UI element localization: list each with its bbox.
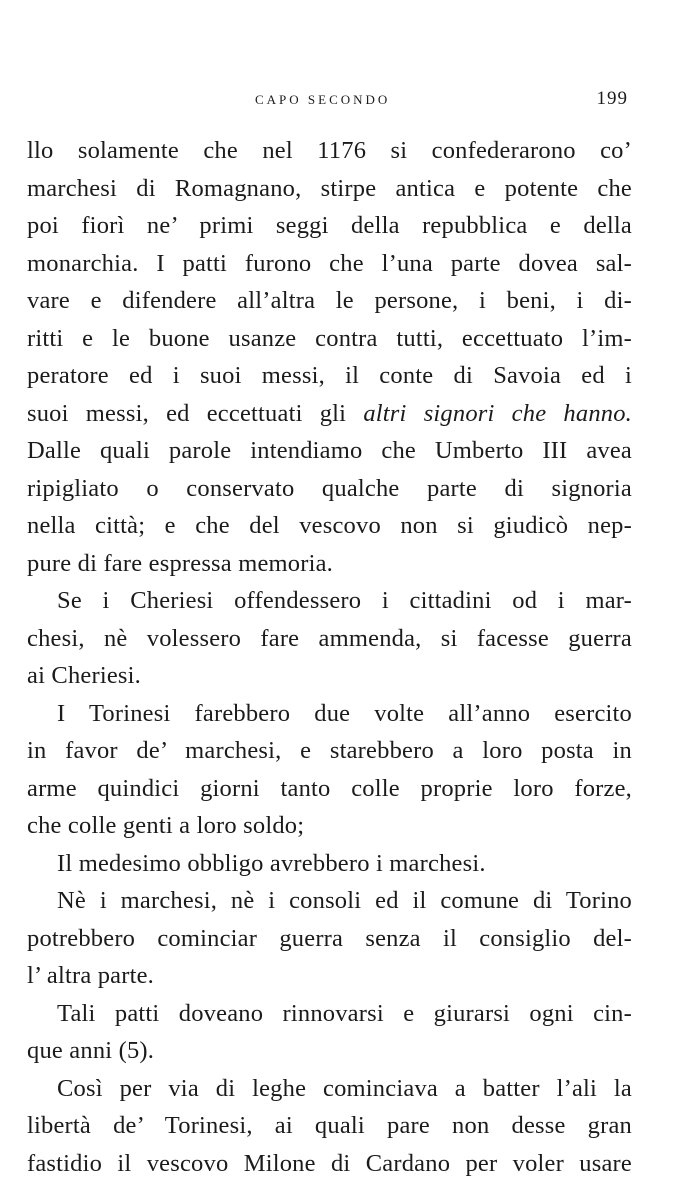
text-line-content: potrebbero cominciar guerra senza il consiglio del- xyxy=(27,925,632,952)
text-line-content: nella città; e che del vescovo non si giudicò nep- xyxy=(27,512,632,539)
text-line-content: I Torinesi farebbero due volte all’anno esercito xyxy=(57,700,632,727)
text-line-content: poi fiorì ne’ primi seggi della repubblica e della xyxy=(27,212,632,239)
text-line xyxy=(27,732,632,770)
text-line-content: que anni (5). xyxy=(27,1037,154,1064)
text-line xyxy=(27,995,632,1033)
text-line-content: ai Cheriesi. xyxy=(27,662,141,689)
text-line xyxy=(27,170,632,208)
text-line xyxy=(27,282,632,320)
text-line-content: peratore ed i suoi messi, il conte di Savoia ed i xyxy=(27,362,632,389)
text-line xyxy=(27,1032,632,1070)
text-line xyxy=(27,507,632,545)
text-line xyxy=(27,807,632,845)
text-line-content: marchesi di Romagnano, stirpe antica e potente che xyxy=(27,175,632,202)
text-line-content: Il medesimo obbligo avrebbero i marchesi. xyxy=(57,850,486,877)
text-line xyxy=(27,207,632,245)
text-line xyxy=(27,357,632,395)
text-line-content: l’ altra parte. xyxy=(27,962,154,989)
text-line xyxy=(27,132,632,170)
text-line-content: monarchia. I patti furono che l’una parte dovea sal- xyxy=(27,250,632,277)
text-line-content: ripigliato o conservato qualche parte di signoria xyxy=(27,475,632,502)
text-line xyxy=(27,657,632,695)
text-line-content: chesi, nè volessero fare ammenda, si facesse guerra xyxy=(27,625,632,652)
text-line-content: Nè i marchesi, nè i consoli ed il comune di Torino xyxy=(57,887,632,914)
page-header xyxy=(255,88,628,110)
text-line xyxy=(27,957,632,995)
text-line-content: Dalle quali parole intendiamo che Umberto III avea xyxy=(27,437,632,464)
text-line-content: Così per via di leghe cominciava a batter l’ali la xyxy=(57,1075,632,1102)
text-line-content: vare e difendere all’altra le persone, i beni, i di- xyxy=(27,287,632,314)
text-line-content: Tali patti doveano rinnovarsi e giurarsi ogni cin- xyxy=(57,1000,632,1027)
text-line-content: suoi messi, ed eccettuati gli xyxy=(27,400,363,427)
body-text xyxy=(27,132,632,1182)
italic-phrase: altri signori che hanno. xyxy=(363,400,632,427)
text-line xyxy=(27,245,632,283)
text-line xyxy=(27,470,632,508)
text-line xyxy=(27,620,632,658)
text-line xyxy=(27,695,632,733)
text-line xyxy=(27,1107,632,1145)
text-line-content: llo solamente che nel 1176 si confederarono co’ xyxy=(27,137,632,164)
text-line-content: libertà de’ Torinesi, ai quali pare non desse gran xyxy=(27,1112,632,1139)
running-title: CAPO SECONDO xyxy=(255,92,390,108)
text-line xyxy=(27,545,632,583)
text-line-content: Se i Cheriesi offendessero i cittadini od i mar- xyxy=(57,587,632,614)
page-number: 199 xyxy=(597,88,629,110)
text-line xyxy=(27,320,632,358)
text-line xyxy=(27,395,632,433)
text-line xyxy=(27,882,632,920)
text-line xyxy=(27,432,632,470)
text-line-content: fastidio il vescovo Milone di Cardano per voler usare xyxy=(27,1150,632,1177)
text-line-content: in favor de’ marchesi, e starebbero a loro posta in xyxy=(27,737,632,764)
text-line xyxy=(27,1145,632,1182)
text-line-content: pure di fare espressa memoria. xyxy=(27,550,333,577)
text-line xyxy=(27,582,632,620)
text-line-content: che colle genti a loro soldo; xyxy=(27,812,304,839)
text-line-content: ritti e le buone usanze contra tutti, eccettuato l’im- xyxy=(27,325,632,352)
text-line xyxy=(27,845,632,883)
text-line xyxy=(27,1070,632,1108)
text-line xyxy=(27,770,632,808)
text-line-content: arme quindici giorni tanto colle proprie loro forze, xyxy=(27,775,632,802)
text-line xyxy=(27,920,632,958)
